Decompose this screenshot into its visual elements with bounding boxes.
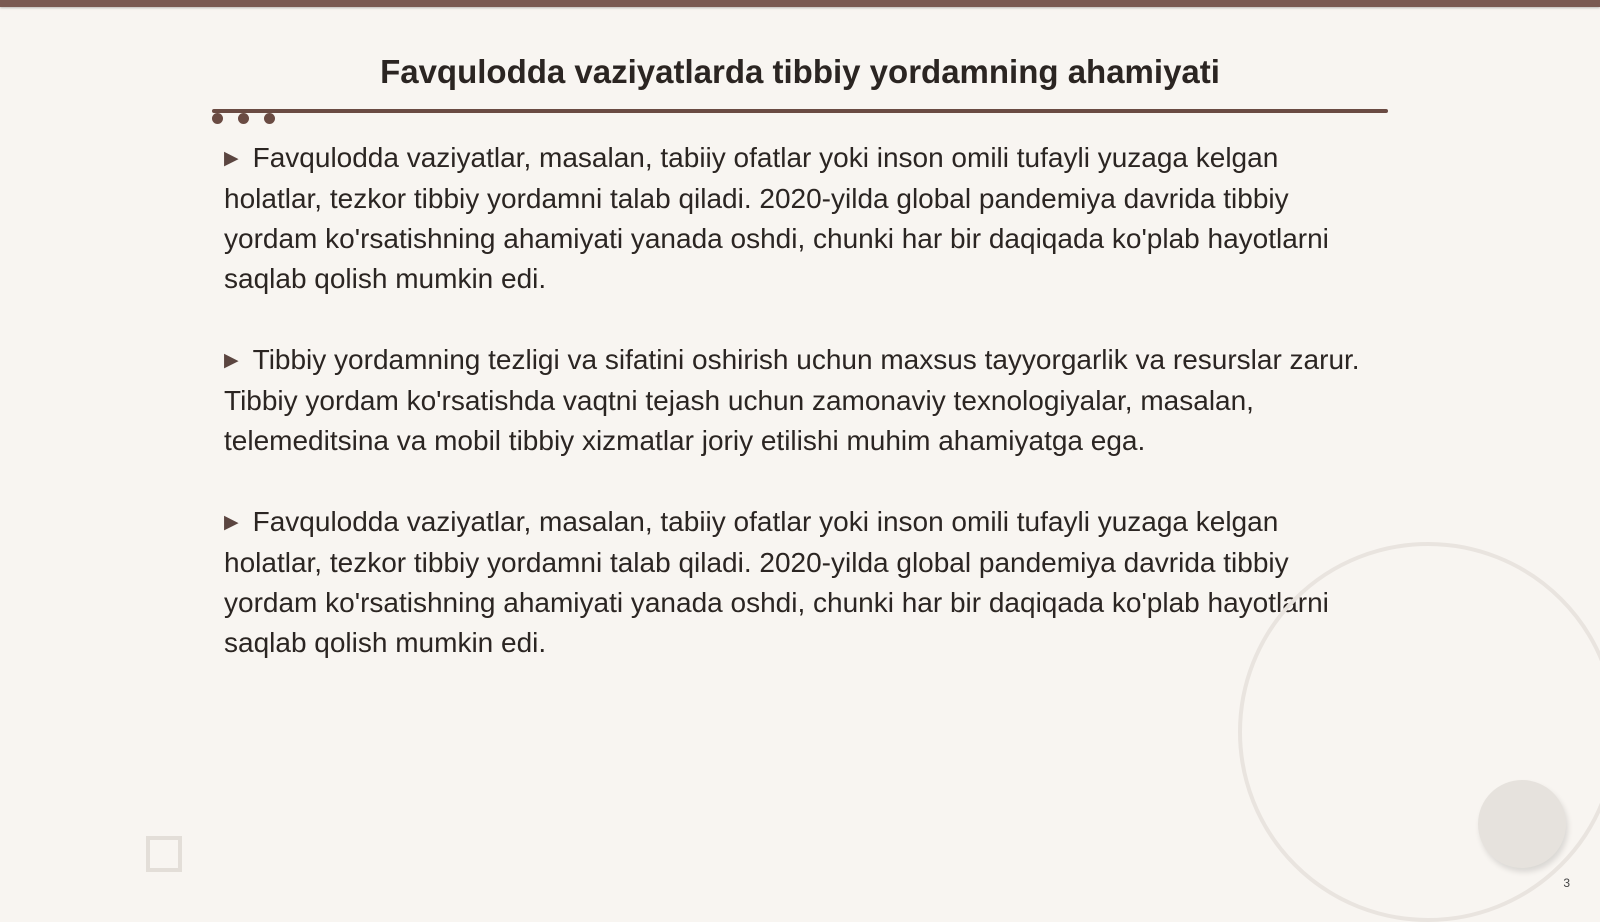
slide-title: Favqulodda vaziyatlarda tibbiy yordamning ahamiyati [380, 53, 1220, 90]
paragraph-text: Tibbiy yordamning tezligi va sifatini oshirish uchun maxsus tayyorgarlik va resurslar zarur. Tibbiy yordam ko'rsatishda vaqtni tejash uchun zamonaviy texnologiyalar, masalan, telemeditsina va mobil tibbiy xizmatlar joriy etilishi muhim ahamiyatga ega. [224, 344, 1360, 456]
triangle-right-icon: ▶ [224, 148, 239, 169]
triangle-right-icon: ▶ [224, 512, 239, 533]
decorative-square [146, 836, 182, 872]
paragraph-text: Favqulodda vaziyatlar, masalan, tabiiy ofatlar yoki inson omili tufayli yuzaga kelgan holatlar, tezkor tibbiy yordamni talab qiladi. 2020-yilda global pandemiya davrida tibbiy yordam ko'rsatishning ahamiyati yanada oshdi, chunki har bir daqiqada ko'plab hayotlarni saqlab qolish mumkin edi. [224, 506, 1329, 658]
underline-dot [238, 113, 249, 124]
decorative-ring [1238, 542, 1600, 922]
slide-body [224, 138, 1384, 704]
triangle-right-icon: ▶ [224, 350, 239, 371]
paragraph-text: Favqulodda vaziyatlar, masalan, tabiiy ofatlar yoki inson omili tufayli yuzaga kelgan holatlar, tezkor tibbiy yordamni talab qiladi. 2020-yilda global pandemiya davrida tibbiy yordam ko'rsatishning ahamiyati yanada oshdi, chunki har bir daqiqada ko'plab hayotlarni saqlab qolish mumkin edi. [224, 142, 1329, 294]
underline-dot [212, 113, 223, 124]
underline-dot [264, 113, 275, 124]
bullet-paragraph [224, 502, 1384, 663]
page-number: 3 [1563, 876, 1570, 890]
title-underline [212, 109, 1388, 113]
top-border [0, 0, 1600, 7]
bullet-paragraph [224, 340, 1384, 461]
decorative-disc [1478, 780, 1566, 868]
bullet-paragraph [224, 138, 1384, 299]
